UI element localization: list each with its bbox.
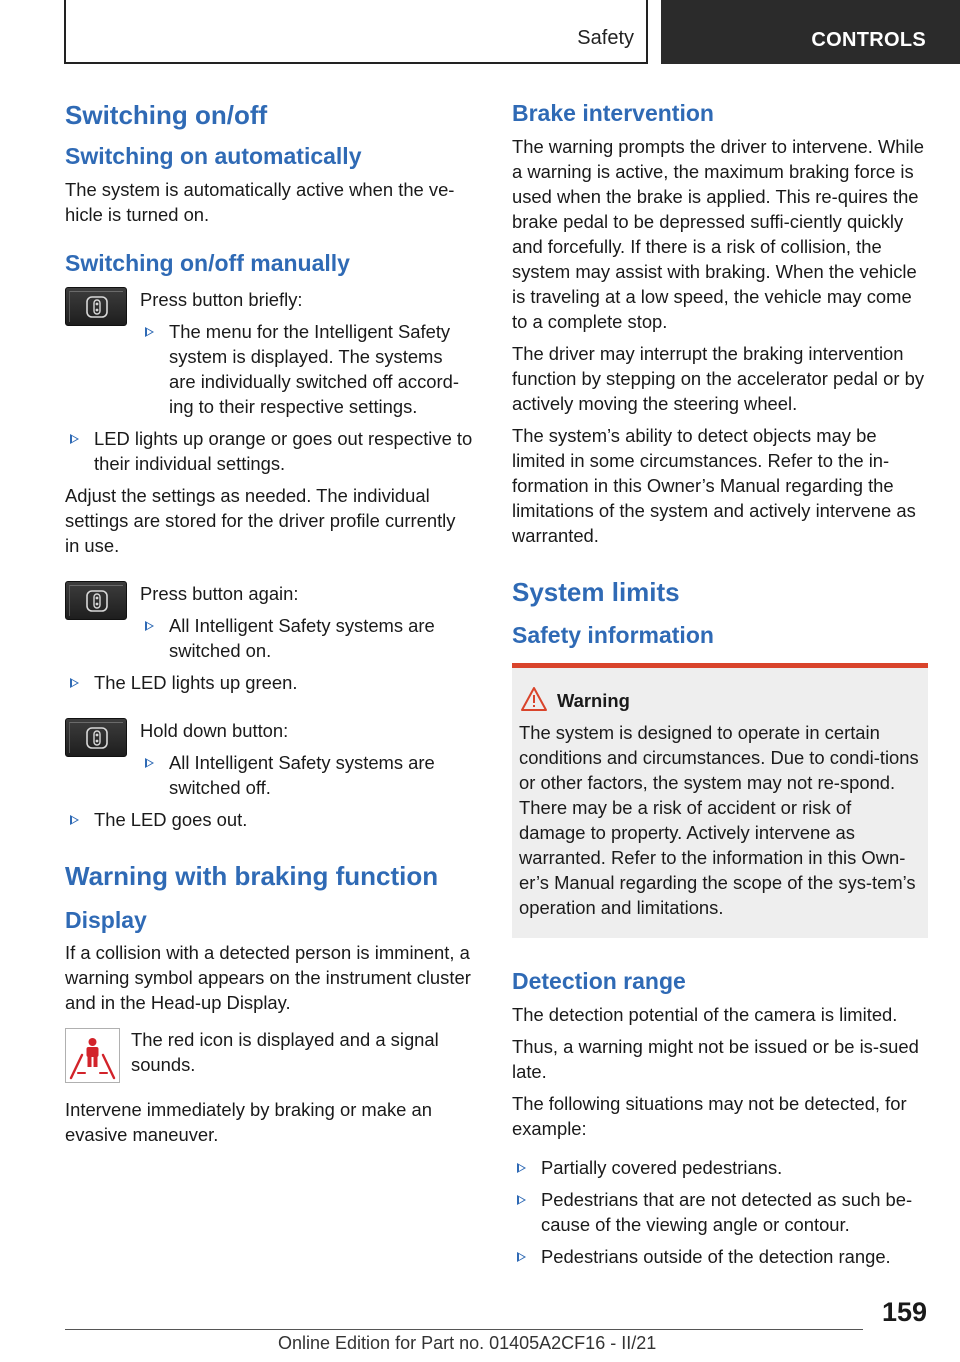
heading-display: Display (65, 906, 147, 933)
bullet-triangle-icon (70, 815, 79, 825)
page-number: 159 (881, 1297, 927, 1327)
press-again-block (65, 581, 473, 663)
bullet-triangle-icon (145, 327, 154, 337)
safety-button-icon (65, 581, 127, 620)
bullet-triangle-icon (145, 758, 154, 768)
bullet-triangle-icon (517, 1252, 526, 1262)
bullet-triangle-icon (517, 1163, 526, 1173)
list-item: The LED goes out. (65, 807, 473, 832)
header-chapter-title: CONTROLS (811, 29, 926, 51)
heading-system-limits: System limits (512, 576, 680, 607)
safety-button-icon (65, 287, 127, 326)
warning-triangle-icon (520, 686, 548, 712)
list-item: All Intelligent Safety systems are switched off. (140, 750, 473, 800)
warning-box (512, 663, 928, 938)
list-item: Partially covered pedestrians. (512, 1155, 928, 1180)
bullet-triangle-icon (70, 678, 79, 688)
text-brake-3: The system’s ability to detect objects may be limited in some circumstances. Refer to the in-formation in this Owner’s Manual regarding the limitations of the system and actively intervene as warranted. (512, 424, 916, 546)
detection-list (512, 1155, 928, 1269)
text-auto: The system is automatically active when the ve-hicle is turned on. (65, 178, 455, 225)
header-section-box (64, 0, 648, 64)
list-item: Pedestrians that are not detected as such be-cause of the viewing angle or contour. (512, 1187, 928, 1237)
text-intervene: Intervene immediately by braking or make an evasive maneuver. (65, 1099, 432, 1146)
list-item: The menu for the Intelligent Safety system is displayed. The systems are individually switched off accord-ing to their respective settings. (140, 319, 473, 419)
heading-detection-range: Detection range (512, 968, 686, 995)
heading-warning-braking: Warning with braking function (65, 861, 439, 892)
list-item: The LED lights up green. (65, 670, 473, 695)
hold-down-lead: Hold down button: (140, 720, 289, 742)
press-briefly-block (65, 287, 473, 419)
heading-brake-intervention: Brake intervention (512, 100, 714, 126)
text-adjust: Adjust the settings as needed. The individual settings are stored for the driver profile currently in use. (65, 485, 456, 557)
hold-down-block (65, 718, 473, 800)
text-detection-2: Thus, a warning might not be issued or be is-sued late. (512, 1035, 919, 1082)
bullet-triangle-icon (517, 1195, 526, 1205)
text-detection-1: The detection potential of the camera is limited. (512, 1003, 898, 1025)
footer-edition: Online Edition for Part no. 01405A2CF16 - II/21 (278, 1333, 657, 1353)
list-item: LED lights up orange or goes out respective to their individual settings. (65, 426, 473, 476)
header-chapter-tab (661, 0, 960, 64)
heading-switching-manual: Switching on/off manually (65, 249, 350, 276)
safety-button-icon (65, 718, 127, 757)
list-item: Pedestrians outside of the detection range. (512, 1244, 928, 1269)
left-column (65, 100, 473, 1154)
footer-rule (65, 1329, 863, 1330)
text-brake-1: The warning prompts the driver to intervene. While a warning is active, the maximum braking force is used when the brake is applied. This re-quires the brake pedal to be depressed suffi-ciently quickly and forcefully. If there is a risk of collision, the system may assist with braking. When the vehicle is traveling at a low speed, the vehicle may come to a complete stop. (512, 135, 924, 332)
heading-switching: Switching on/off (65, 100, 268, 130)
list-item: All Intelligent Safety systems are switched on. (140, 613, 473, 663)
bullet-triangle-icon (145, 621, 154, 631)
right-column (512, 100, 928, 1276)
warning-text: The system is designed to operate in certain conditions and circumstances. Due to condi-tions or other factors, the system may not re-spond. There may be a risk of accident or risk of damage to property. Actively intervene as warranted. Refer to the information in this Own-er’s Manual regarding the scope of the sys-tem’s operation and limitations. (519, 722, 919, 919)
text-brake-2: The driver may interrupt the braking intervention function by stepping on the accelerator pedal or by actively moving the steering wheel. (512, 342, 925, 414)
bullet-triangle-icon (70, 434, 79, 444)
heading-switching-auto: Switching on automatically (65, 143, 362, 170)
press-again-lead: Press button again: (140, 583, 299, 605)
heading-safety-information: Safety information (512, 621, 714, 648)
red-icon-block (65, 1027, 473, 1091)
header-section-title: Safety (577, 27, 634, 49)
text-display: If a collision with a detected person is imminent, a warning symbol appears on the instrument cluster and in the Head-up Display. (65, 942, 471, 1014)
text-detection-3: The following situations may not be detected, for example: (512, 1092, 907, 1139)
pedestrian-warning-icon (65, 1028, 120, 1083)
warning-title: Warning (557, 688, 921, 713)
text-red-icon: The red icon is displayed and a signal sounds. (131, 1029, 439, 1076)
press-briefly-lead: Press button briefly: (140, 289, 303, 311)
